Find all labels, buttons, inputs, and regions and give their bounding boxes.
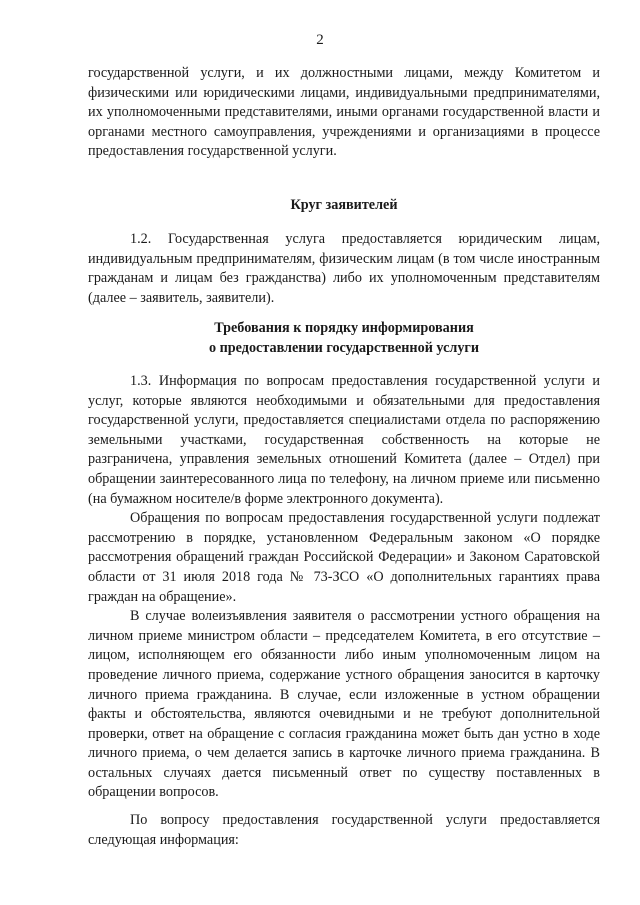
paragraph-appeals: Обращения по вопросам предоставления государственной услуги подлежат рассмотрению в порядке, установленном Федеральным законом «О порядке рассмотрения обращений граждан Российской Федерации» и Законом Саратовской области от 31 июля 2018 года № 73-ЗСО «О дополнительных гарантиях права граждан на обращение».	[88, 510, 600, 605]
paragraph-1-3: 1.3. Информация по вопросам предоставления государственной услуги и услуг, которые являются необходимыми и обязательными для предоставления государственной услуги, предоставляется специалистами отдела по распоряжению земельными участками, государственная собственность на которые не разграничена, управления земельных отношений Комитета (далее – Отдел) при обращении заинтересованного лица по телефону, на личном приеме или письменно (на бумажном носителе/в форме электронного документа).	[88, 373, 600, 507]
section-heading-applicants: Круг заявителей	[290, 197, 398, 213]
paragraph-oral-appeal: В случае волеизъявления заявителя о рассмотрении устного обращения на личном приеме министром области – председателем Комитета, в его отсутствие – лицом, исполняющем его обязанности либо иным уполномоченным лицом на проведение личного приема, содержание устного обращения заносится в карточку личного приема гражданина. В случае, если изложенные в устном обращении факты и обстоятельства, являются очевидными и не требуют дополнительной проверки, ответ на обращение с согласия гражданина может быть дан устно в ходе личного приема, о чем делается запись в карточке личного приема гражданина. В остальных случаях дается письменный ответ по существу поставленных в обращении вопросов.	[88, 608, 600, 801]
section-heading-informing-line1: Требования к порядку информирования	[214, 320, 474, 336]
paragraph-information: По вопросу предоставления государственной услуги предоставляется следующая информация:	[88, 812, 600, 848]
section-informing-heading	[88, 319, 600, 358]
intro-paragraph: государственной услуги, и их должностными лицами, между Комитетом и физическими или юридическими лицами, индивидуальными предпринимателями, их уполномоченными представителями, иными органами государственной власти и органами местного самоуправления, учреждениями и организациями в процессе предоставления государственной услуги.	[88, 65, 600, 160]
section-heading-informing-line2: о предоставлении государственной услуги	[208, 339, 480, 356]
section-applicants	[88, 196, 600, 216]
section-applicants-body	[88, 230, 600, 308]
page-number: 2	[316, 32, 324, 48]
intro-block	[88, 64, 600, 162]
paragraph-1-2: 1.2. Государственная услуга предоставляется юридическим лицам, индивидуальным предпринимателям, физическим лицам (в том числе иностранным гражданам и лицам без гражданства) либо их уполномоченным представителям (далее – заявитель, заявители).	[88, 231, 600, 306]
section-informing-body	[88, 372, 600, 850]
